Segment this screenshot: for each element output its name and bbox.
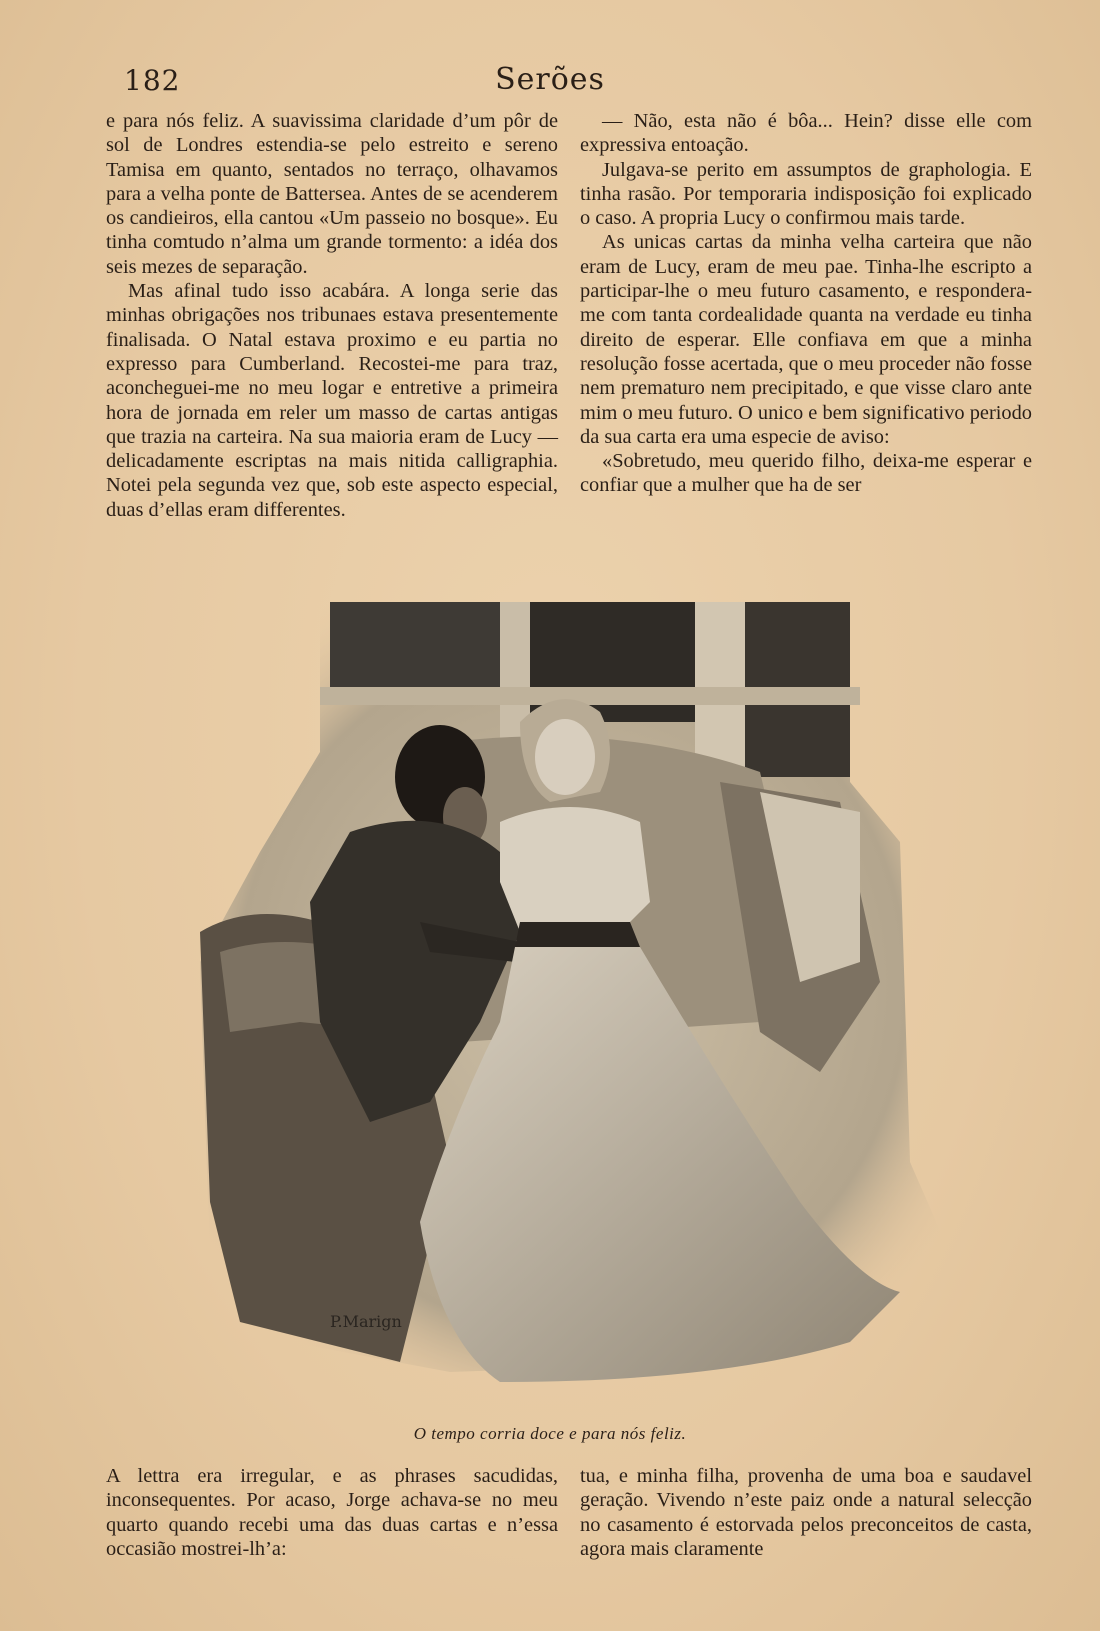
paragraph: Mas afinal tudo isso acabára. A longa serie das minhas obrigações nos tribunaes estava presentemente finalisada. O Natal estava proximo e eu partia no expresso para Cumberland. Recostei-me para traz, aconcheguei-me no meu logar e entretive a primeira hora de jornada em reler um masso de cartas antigas que trazia na carteira. Na sua maioria eram de Lucy — delicadamente escriptas na mais nitida calligraphia. Notei pela segunda vez que, sob este aspecto especial, duas d’ellas eram differentes. [106, 280, 558, 521]
page-number: 182 [124, 64, 181, 97]
paragraph: e para nós feliz. A suavissima claridade d’um pôr de sol de Londres estendia-se pelo estreito e sereno Tamisa em quanto, sentados no terraço, olhavamos para a velha ponte de Battersea. Antes de se acenderem os candieiros, ella cantou «Um passeio no bosque». Eu tinha comtudo n’alma um grande tormento: a idéa dos seis mezes de separação. [106, 110, 558, 278]
paragraph: As unicas cartas da minha velha carteira que não eram de Lucy, eram de meu pae. Tinha-lhe escripto a participar-lhe o meu futuro casamento, e respondera-me com tanta cordealidade quanta na verdade eu tinha direito de esperar. Elle confiava em que a minha resolução fosse acertada, que o meu proceder não fosse nem prematuro nem precipitado, e que visse claro ante mim o meu futuro. O unico e bem significativo periodo da sua carta era uma especie de aviso: [580, 231, 1032, 448]
paragraph: «Sobretudo, meu querido filho, deixa-me esperar e confiar que a mulher que ha de ser [580, 450, 1032, 497]
running-title: Serões [495, 62, 605, 97]
column-bottom-right [580, 1464, 1032, 1561]
page-header [0, 62, 1100, 106]
column-top-right [580, 109, 1032, 498]
paragraph: tua, e minha filha, provenha de uma boa e saudavel geração. Vivendo n’este paiz onde a natural selecção no casamento é estorvada pelos preconceitos de casta, agora mais claramente [580, 1465, 1032, 1560]
illustration-caption: O tempo corria doce e para nós feliz. [413, 1424, 687, 1443]
illustration-couple-on-sofa [200, 602, 960, 1412]
column-bottom-left [106, 1464, 558, 1561]
paragraph: Julgava-se perito em assumptos de graphologia. E tinha rasão. Por temporaria indisposição foi explicado o caso. A propria Lucy o confirmou mais tarde. [580, 158, 1032, 230]
paragraph: A lettra era irregular, e as phrases sacudidas, inconsequentes. Por acaso, Jorge achava-se no meu quarto quando recebi uma das duas cartas e n’essa occasião mostrei-lh’a: [106, 1465, 558, 1560]
illustration-signature: P.Marign [330, 1312, 402, 1331]
column-top-left [106, 109, 558, 522]
paragraph: — Não, esta não é bôa... Hein? disse elle com expressiva entoação. [580, 110, 1032, 157]
